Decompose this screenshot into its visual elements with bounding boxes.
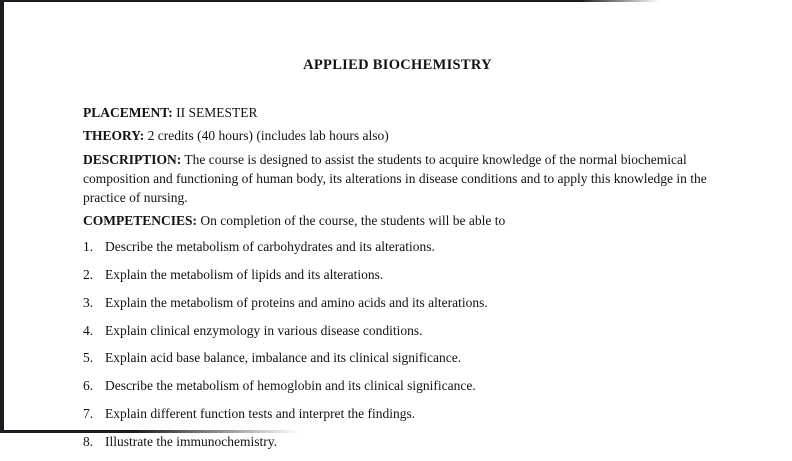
competencies-label: COMPETENCIES: [83, 212, 198, 228]
list-item [83, 238, 732, 257]
page-title: APPLIED BIOCHEMISTRY [303, 57, 492, 73]
list-item-number: 2. [83, 266, 94, 282]
list-item-number: 4. [83, 322, 94, 338]
placement-value: II SEMESTER [176, 105, 258, 120]
list-item [83, 405, 732, 424]
list-item-number: 5. [83, 350, 94, 366]
theory-line [83, 127, 732, 146]
competency-list [83, 238, 732, 452]
description-line [83, 151, 732, 208]
list-item-number: 1. [83, 238, 94, 254]
placement-line [83, 104, 732, 123]
list-item [83, 349, 732, 368]
description-label: DESCRIPTION: [83, 151, 182, 167]
list-item-number: 7. [83, 406, 94, 422]
list-item [83, 266, 732, 285]
list-item [83, 433, 732, 452]
description-value: The course is designed to assist the students to acquire knowledge of the normal biochemical composition and functioning of human body, its alterations in disease conditions and to apply this knowledge in the practice of nursing. [83, 151, 707, 205]
list-item [83, 377, 732, 396]
theory-label: THEORY: [83, 128, 145, 144]
list-item [83, 294, 732, 313]
list-item-text: Explain different function tests and interpret the findings. [105, 406, 416, 422]
competencies-value: On completion of the course, the students will be able to [200, 212, 506, 228]
list-item-text: Explain the metabolism of lipids and its alterations. [105, 266, 384, 282]
competencies-line [83, 212, 732, 231]
list-item-number: 3. [83, 294, 94, 310]
list-item-number: 6. [83, 378, 94, 394]
list-item-text: Explain clinical enzymology in various disease conditions. [105, 322, 423, 338]
list-item-number: 8. [83, 434, 94, 450]
theory-value: 2 credits (40 hours) (includes lab hours also) [147, 128, 389, 144]
list-item [83, 322, 732, 341]
list-item-text: Describe the metabolism of hemoglobin and its clinical significance. [105, 378, 476, 394]
list-item-text: Explain the metabolism of proteins and amino acids and its alterations. [105, 294, 488, 310]
list-item-text: Describe the metabolism of carbohydrates and its alterations. [105, 238, 435, 254]
list-item-text: Explain acid base balance, imbalance and its clinical significance. [105, 350, 462, 366]
list-item-text: Illustrate the immunochemistry. [105, 434, 277, 450]
placement-label: PLACEMENT: [83, 105, 173, 120]
